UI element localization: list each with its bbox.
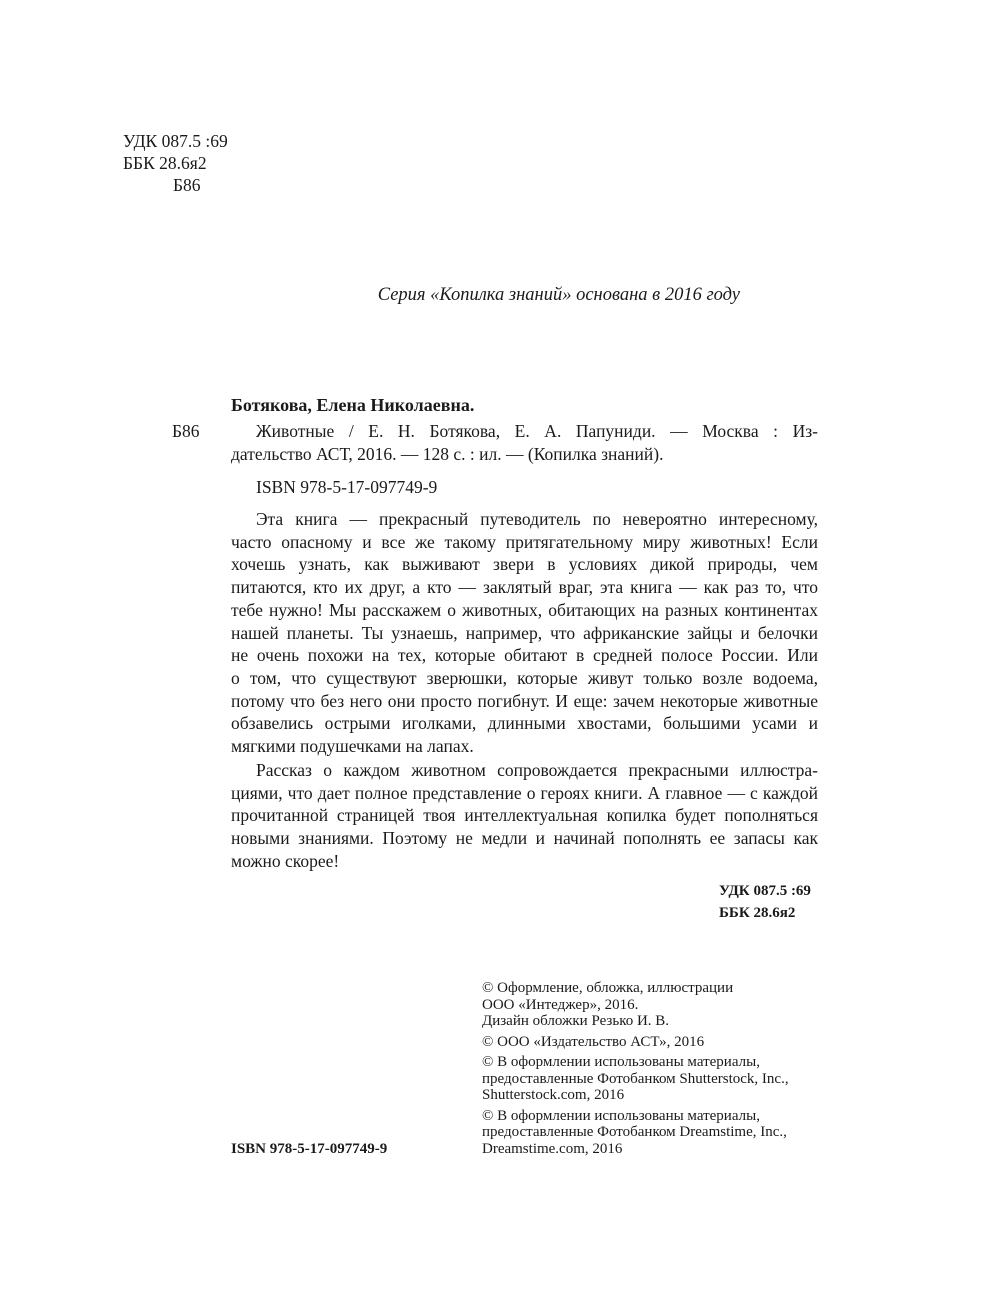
isbn-bottom: ISBN 978-5-17-097749-9 <box>231 1141 388 1157</box>
annotation-line: новыми знаниями. Поэтому не медли и начинай пополнять ее запасы как <box>231 828 818 849</box>
annotation-line: циями, что дает полное представление о героях книги. А главное — с каждой <box>231 782 818 803</box>
bibliographic-line-2: дательство АСТ, 2016. — 128 с. : ил. — (Копилка знаний). <box>231 444 664 464</box>
annotation-paragraph-2 <box>231 759 818 873</box>
copyright-line: Дизайн обложки Резько И. В. <box>482 1013 670 1029</box>
copyright-line: ООО «Интеджер», 2016. <box>482 996 639 1013</box>
side-author-mark: Б86 <box>172 421 200 441</box>
author-mark: Б86 <box>173 175 201 195</box>
copyright-line: © В оформлении использованы материалы, <box>482 1054 760 1070</box>
annotation-line: не очень похожи на тех, которые обитают в средней полосе России. Или <box>231 645 818 666</box>
copyright-block <box>482 1034 842 1051</box>
copyright-block <box>482 1054 842 1104</box>
record-isbn: ISBN 978-5-17-097749-9 <box>256 477 438 497</box>
copyright-line: © Оформление, обложка, иллюстрации <box>482 980 734 996</box>
annotation-line: часто опасному и все же такому притягательному миру животных! Если <box>231 531 818 552</box>
annotation-line: хочешь узнать, как выживают звери в условиях дикой природы, чем <box>231 554 818 575</box>
copyright-line: предоставленные Фотобанком Dreamstime, Inc., <box>482 1124 787 1140</box>
annotation-line: тебе нужно! Мы расскажем о животных, обитающих на разных континентах <box>231 599 818 620</box>
copyright-line: Dreamstime.com, 2016 <box>482 1140 623 1157</box>
author-heading: Ботякова, Елена Николаевна. <box>231 395 475 415</box>
copyright-notices <box>482 980 842 1161</box>
udk-code-bottom: УДК 087.5 :69 <box>719 883 811 899</box>
copyright-block <box>482 980 842 1030</box>
copyright-line: предоставленные Фотобанком Shutterstock, Inc., <box>482 1070 789 1087</box>
annotation-line: можно скорее! <box>231 850 340 871</box>
annotation-paragraph-1 <box>231 508 818 758</box>
annotation-line: обзавелись острыми иголками, длинными хвостами, большими усами и <box>231 713 818 734</box>
annotation-line: мягкими подушечками на лапах. <box>231 736 474 757</box>
copyright-line: Shutterstock.com, 2016 <box>482 1087 625 1103</box>
annotation-line: нашей планеты. Ты узнаешь, например, что африканские зайцы и белочки <box>231 622 818 643</box>
annotation-line: питаются, кто их друг, а кто — заклятый враг, эта книга — как раз то, что <box>231 577 818 598</box>
series-note: Серия «Копилка знаний» основана в 2016 году <box>377 285 740 305</box>
bbk-code-bottom: ББК 28.6я2 <box>719 905 796 921</box>
udk-code: УДК 087.5 :69 <box>123 131 228 151</box>
bottom-classification-codes <box>719 880 811 924</box>
annotation-line: Эта книга — прекрасный путеводитель по невероятно интересному, <box>256 509 818 529</box>
annotation-line: о том, что существуют зверюшки, которые живут только возле водоема, <box>231 667 818 688</box>
annotation-line: Рассказ о каждом животном сопровождается прекрасными иллюстра- <box>256 760 818 780</box>
copyright-line: © В оформлении использованы материалы, <box>482 1107 760 1124</box>
bbk-code: ББК 28.6я2 <box>123 153 207 173</box>
copyright-block <box>482 1108 842 1158</box>
annotation-line: потому что без него они просто погибнут. И еще: зачем некоторые животные <box>231 690 818 711</box>
copyright-line: © ООО «Издательство АСТ», 2016 <box>482 1033 705 1050</box>
top-classification-codes <box>123 130 228 196</box>
annotation-line: прочитанной страницей твоя интеллектуальная копилка будет пополняться <box>231 805 818 826</box>
bibliographic-line-1: Животные / Е. Н. Ботякова, Е. А. Папуниди. — Москва : Из- <box>256 421 818 441</box>
